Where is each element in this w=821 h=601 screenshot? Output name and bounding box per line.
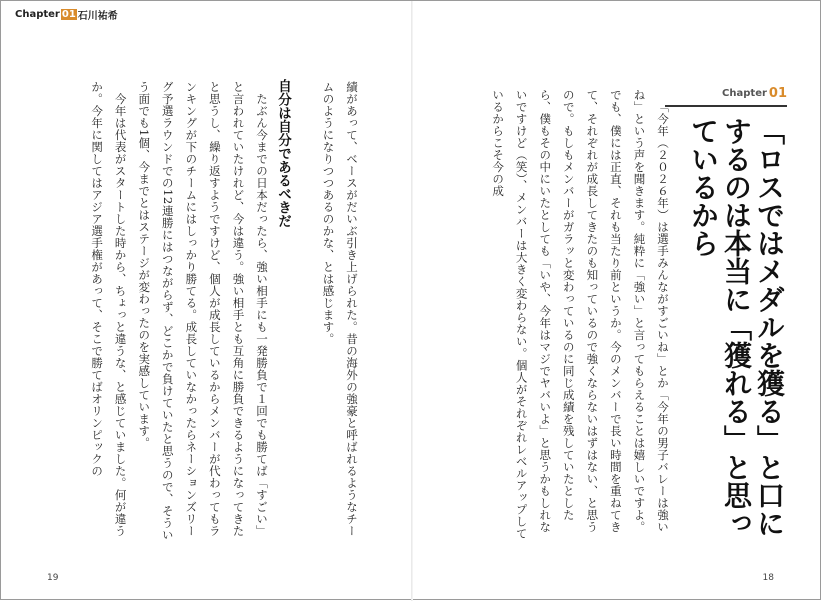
chapter-label-text: Chapter bbox=[722, 87, 767, 99]
chapter-label bbox=[665, 81, 787, 107]
running-head-name: 石川祐希 bbox=[77, 11, 118, 22]
paragraph: たぶん今までの日本だったら、強い相手にも一発勝負で１回でも勝てば「すごい」と言われていたけれど、今は違う。強い相手とも互角に勝負できるようになってきたと思うし、繰り返すようですけど、個人が成長しているからメンバーが代わってもランキングが下のチームにはしっかり勝てる。成長していなかったらネーションズリーグ予選ラウンドでの12連勝にはつながらず、どこかで負けていたと思うので、そういう面でも1個、今までとはステージが変わったのを実感しています。 bbox=[137, 81, 269, 541]
paragraph: 「今年（２０２６年）は選手みんながすごいね」とか「今年の男子バレーは強いね」という声を聞きます。純粋に「強い」と言ってもらえることは嬉しいですよ。でも、僕には正直、それも当たり前というか。今のメンバーで長い時間を重ねてきて、それぞれが成長してきたのも知っているので強くならないはずはない、と思うので。もしもメンバーがガラッと変わっているのに同じ成績を残していたとしたら、僕もその中にいたとしても「いや、今年はマジでヤバいよ」と思うかもしれないですけど（笑）、メンバーは大きく変わらない。個人がそれぞれレベルアップしているからこそ今の成 bbox=[491, 89, 670, 540]
running-head bbox=[15, 7, 118, 22]
left-page-continuation bbox=[323, 81, 363, 541]
running-head-chapter: Chapter bbox=[15, 9, 60, 20]
section-heading: 自分は自分であるべきだ bbox=[275, 79, 291, 228]
chapter-label-number: 01 bbox=[768, 85, 787, 101]
right-page-body bbox=[434, 89, 674, 541]
paragraph: 今年は代表がスタートした時から、ちょっと違うな、と感じていました。何が違うか。今年に関してはアジア選手権があって、そこで勝てばオリンピックの bbox=[90, 81, 128, 537]
paragraph: 績があって、ベースがだいぶ引き上げられた。昔の海外の強豪と呼ばれるようなチームのようになりつつあるのかな、とは感じます。 bbox=[321, 81, 359, 537]
page-number-left: 19 bbox=[47, 573, 59, 583]
running-head-number: 01 bbox=[61, 9, 76, 20]
left-page-body bbox=[53, 81, 273, 541]
chapter-title: 「ロスではメダルを獲る」と口にするのは本当に「獲れる」と思っているから bbox=[686, 117, 786, 537]
gutter bbox=[411, 1, 413, 601]
page-number-right: 18 bbox=[762, 573, 774, 583]
